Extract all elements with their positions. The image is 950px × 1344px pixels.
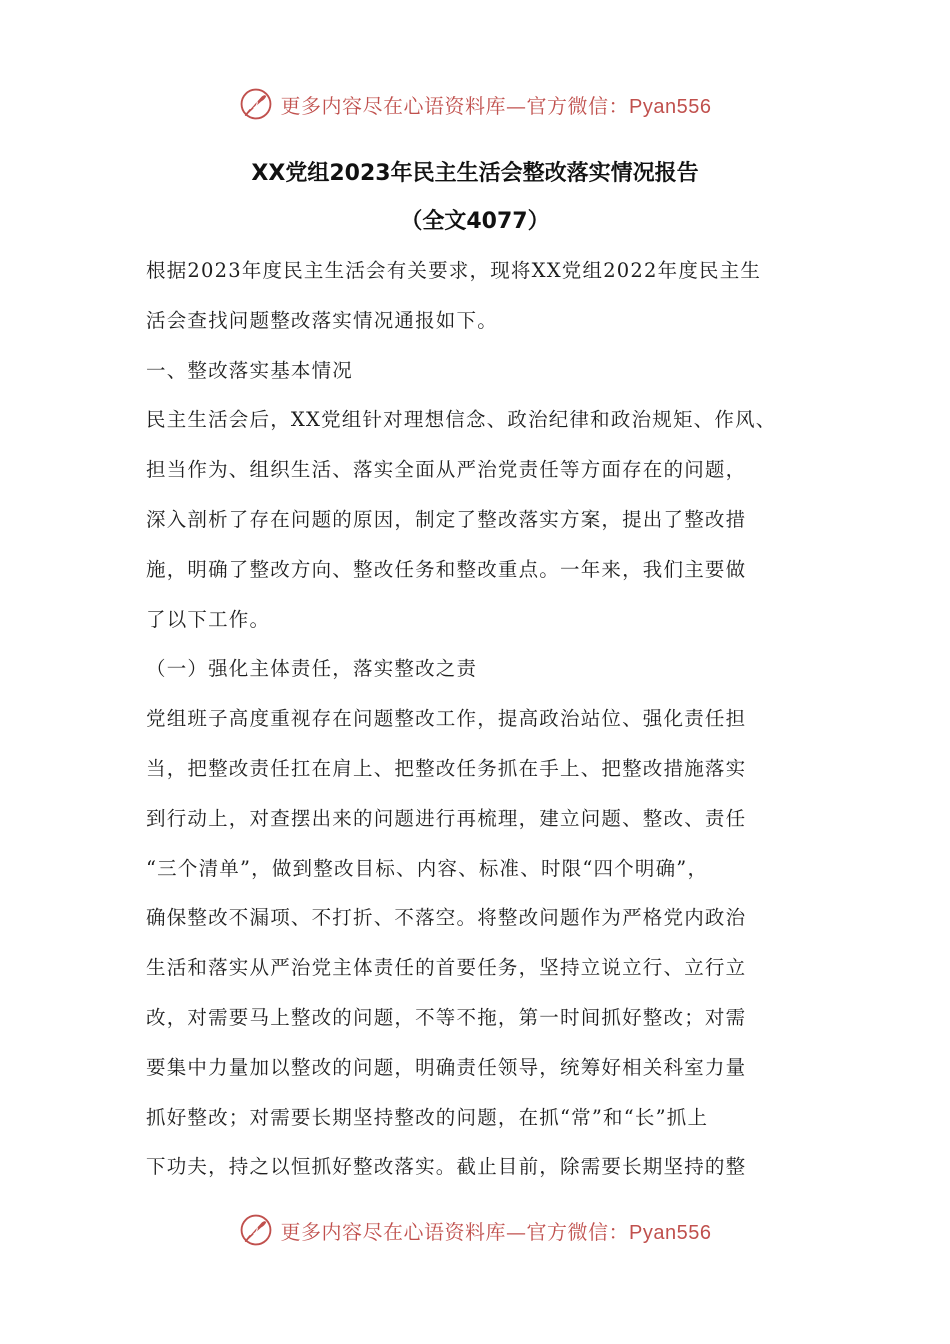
body-line: 深入剖析了存在问题的原因，制定了整改落实方案，提出了整改措 — [146, 507, 747, 531]
body-line: 党组班子高度重视存在问题整改工作，提高政治站位、强化责任担 — [146, 707, 747, 731]
document-title: XX党组2023年民主生活会整改落实情况报告 — [251, 161, 699, 186]
body-line: 改，对需要马上整改的问题，不等不拖，第一时间抓好整改；对需 — [146, 1005, 747, 1029]
body-line: “三个清单”，做到整改目标、内容、标准、时限“四个明确”， — [146, 856, 709, 880]
body-line: 抓好整改；对需要长期坚持整改的问题，在抓“常”和“长”抓上 — [146, 1105, 709, 1129]
document-body — [146, 246, 826, 1192]
body-line: 活会查找问题整改落实情况通报如下。 — [146, 308, 498, 332]
body-line: 担当作为、组织生活、落实全面从严治党责任等方面存在的问题， — [146, 458, 747, 482]
body-line: 民主生活会后，XX党组针对理想信念、政治纪律和政治规矩、作风、 — [146, 408, 777, 432]
quill-pen-logo-icon — [239, 87, 273, 121]
body-line: 到行动上，对查摆出来的问题进行再梳理，建立问题、整改、责任 — [146, 806, 747, 830]
watermark-header — [0, 82, 950, 126]
watermark-footer — [0, 1208, 950, 1252]
watermark-wechat-id: Pyan556 — [629, 95, 712, 118]
body-line: 了以下工作。 — [146, 607, 271, 631]
section-heading: 一、整改落实基本情况 — [146, 358, 354, 382]
body-line: 确保整改不漏项、不打折、不落空。将整改问题作为严格党内政治 — [146, 906, 747, 930]
watermark-wechat-id: Pyan556 — [629, 1221, 712, 1244]
watermark-text: 更多内容尽在心语资料库—官方微信：Pyan556 — [280, 1219, 712, 1244]
watermark-text: 更多内容尽在心语资料库—官方微信：Pyan556 — [280, 93, 712, 118]
body-line: 当，把整改责任扛在肩上、把整改任务抓在手上、把整改措施落实 — [146, 756, 747, 780]
body-line: 根据2023年度民主生活会有关要求，现将XX党组2022年度民主生 — [146, 259, 762, 282]
quill-pen-logo-icon — [239, 1213, 273, 1247]
subsection-heading: （一）强化主体责任，落实整改之责 — [146, 657, 478, 681]
body-line: 下功夫，持之以恒抓好整改落实。截止目前，除需要长期坚持的整 — [146, 1155, 747, 1179]
body-line: 施，明确了整改方向、整改任务和整改重点。一年来，我们主要做 — [146, 557, 747, 581]
body-line: 生活和落实从严治党主体责任的首要任务，坚持立说立行、立行立 — [146, 956, 747, 980]
document-subtitle: （全文4077） — [400, 209, 550, 234]
body-line: 要集中力量加以整改的问题，明确责任领导，统筹好相关科室力量 — [146, 1055, 747, 1079]
